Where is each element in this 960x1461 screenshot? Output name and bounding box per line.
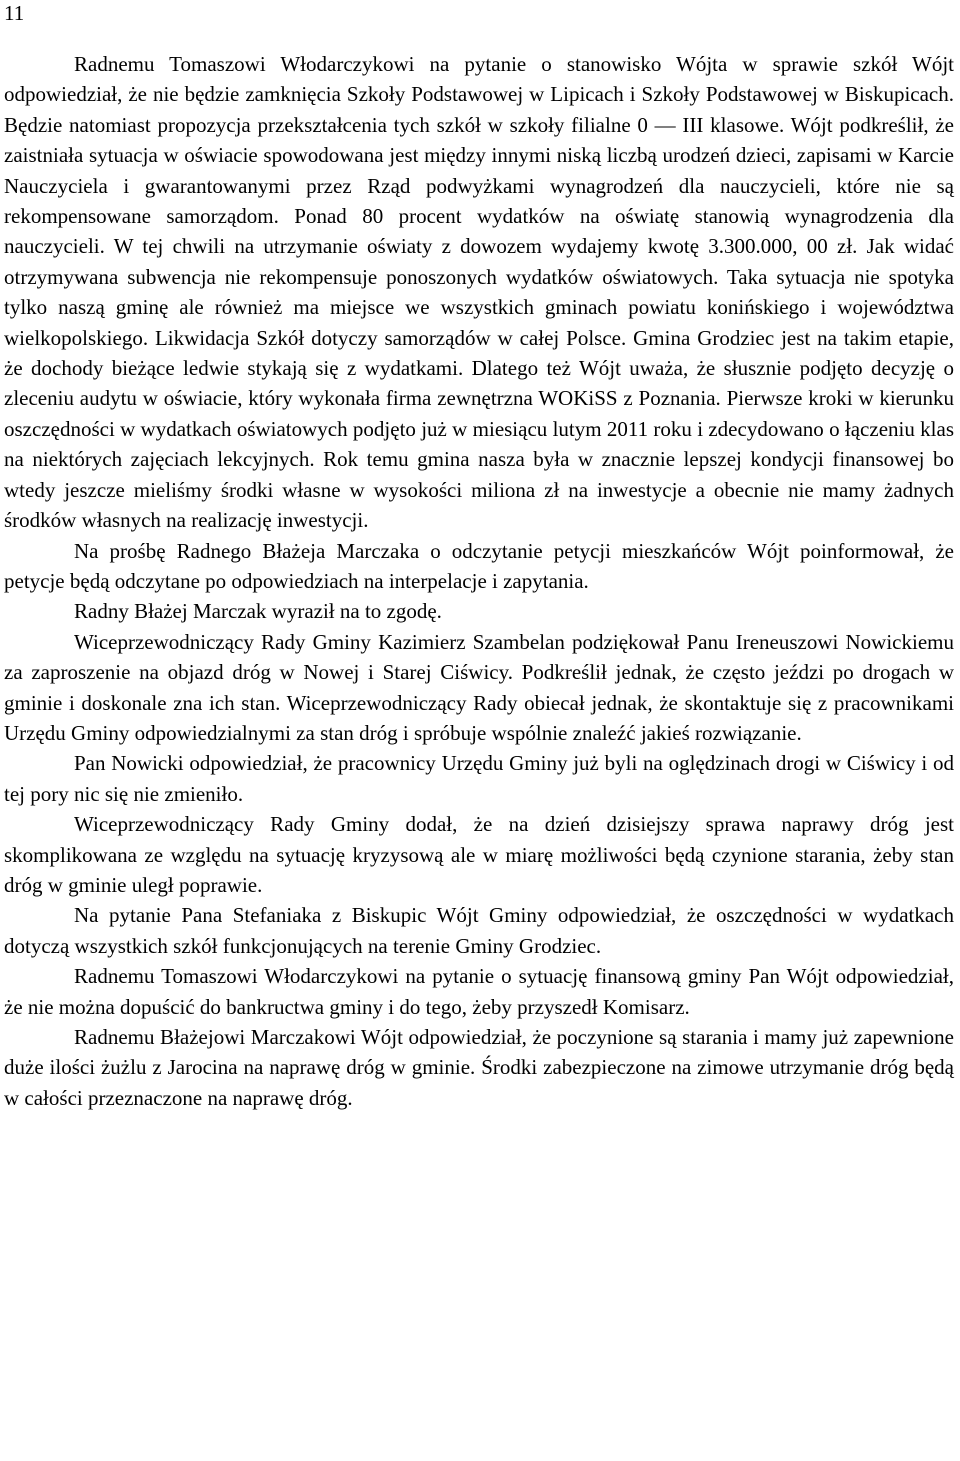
- paragraph: Pan Nowicki odpowiedział, że pracownicy Urzędu Gminy już byli na oględzinach drogi w Ciświcy i od tej pory nic się nie zmieniło.: [4, 751, 954, 806]
- paragraph: Radny Błażej Marczak wyraził na to zgodę.: [74, 599, 442, 624]
- paragraph: Na prośbę Radnego Błażeja Marczaka o odczytanie petycji mieszkańców Wójt poinformował, że petycje będą odczytane po odpowiedziach na interpelacje i zapytania.: [4, 538, 954, 593]
- paragraph: Wiceprzewodniczący Rady Gminy Kazimierz Szambelan podziękował Panu Ireneuszowi Nowickiemu za zaproszenie na objazd dróg w Nowej i Starej Ciświcy. Podkreślił jednak, że często jeździ po drogach w gminie i doskonale zna ich stan. Wiceprzewodniczący Rady obiecał jednak, że skontaktuje się z pracownikami Urzędu Gminy odpowiedzialnymi za stan dróg i spróbuje wspólnie znaleźć jakieś rozwiązanie.: [4, 629, 954, 745]
- paragraph: Radnemu Tomaszowi Włodarczykowi na pytanie o sytuację finansową gminy Pan Wójt odpowiedział, że nie można dopuścić do bankructwa gminy i do tego, żeby przyszedł Komisarz.: [4, 964, 954, 1019]
- page-number: 11: [4, 1, 25, 25]
- document-body: [4, 49, 954, 1113]
- paragraph: Radnemu Tomaszowi Włodarczykowi na pytanie o stanowisko Wójta w sprawie szkół Wójt odpowiedział, że nie będzie zamknięcia Szkoły Podstawowej w Lipicach i Szkoły Podstawowej w Biskupicach. Będzie natomiast propozycja przekształcenia tych szkół w szkoły filialne 0 — III klasowe. Wójt podkreślił, że zaistniała sytuacja w oświacie spowodowana jest między innymi niską liczbą urodzeń dzieci, zapisami w Karcie Nauczyciela i gwarantowanymi przez Rząd podwyżkami wynagrodzeń dla nauczycieli, które nie są rekompensowane samorządom. Ponad 80 procent wydatków na oświatę stanowią wynagrodzenia dla nauczycieli. W tej chwili na utrzymanie oświaty z dowozem wydajemy kwotę 3.300.000, 00 zł. Jak widać otrzymywana subwencja nie rekompensuje ponoszonych wydatków oświatowych. Taka sytuacja nie spotyka tylko naszą gminę ale również ma miejsce we wszystkich gminach powiatu konińskiego i województwa wielkopolskiego. Likwidacja Szkół dotyczy samorządów w całej Polsce. Gmina Grodziec jest na takim etapie, że dochody bieżące ledwie stykają się z wydatkami. Dlatego też Wójt uważa, że słusznie podjęto decyzję o zleceniu audytu w oświacie, który wykonała firma zewnętrzna WOKiSS z Poznania. Pierwsze kroki w kierunku oszczędności w wydatkach oświatowych podjęto już w miesiącu lutym 2011 roku i zdecydowano o łączeniu klas na niektórych zajęciach lekcyjnych. Rok temu gmina nasza była w znacznie lepszej kondycji finansowej bo wtedy jeszcze mieliśmy środki własne w wysokości miliona zł na inwestycje a obecnie nie mamy żadnych środków własnych na realizację inwestycji.: [4, 52, 954, 533]
- paragraph: Na pytanie Pana Stefaniaka z Biskupic Wójt Gminy odpowiedział, że oszczędności w wydatkach dotyczą wszystkich szkół funkcjonujących na terenie Gminy Grodziec.: [4, 903, 954, 958]
- paragraph: Wiceprzewodniczący Rady Gminy dodał, że na dzień dzisiejszy sprawa naprawy dróg jest skomplikowana ze względu na sytuację kryzysową ale w miarę możliwości będą czynione starania, żeby stan dróg w gminie uległ poprawie.: [4, 812, 954, 897]
- paragraph: Radnemu Błażejowi Marczakowi Wójt odpowiedział, że poczynione są starania i mamy już zapewnione duże ilości żużlu z Jarocina na naprawę dróg w gminie. Środki zabezpieczone na zimowe utrzymanie dróg będą w całości przeznaczone na naprawę dróg.: [4, 1025, 954, 1110]
